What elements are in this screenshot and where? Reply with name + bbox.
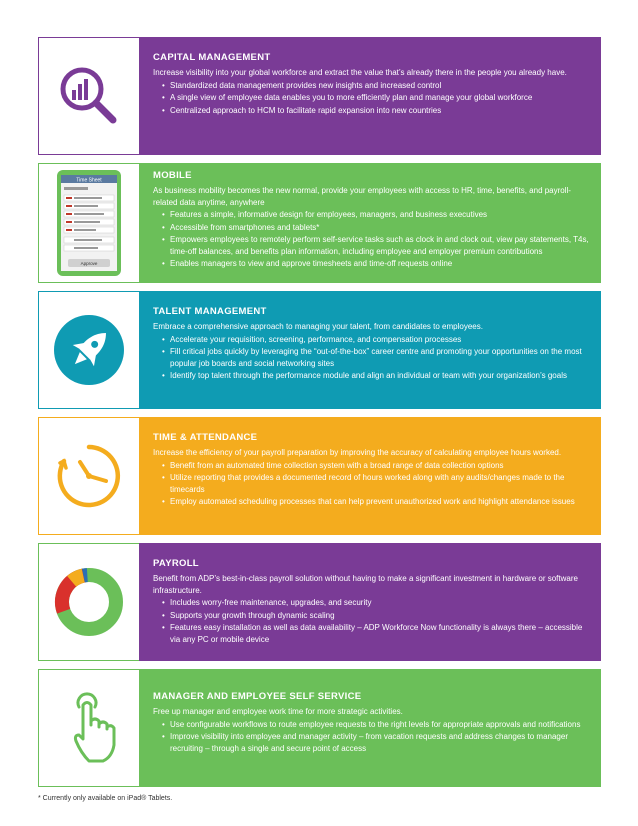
section-title: TALENT MANAGEMENT	[153, 306, 267, 317]
phone-header: Time Sheet	[76, 177, 102, 184]
bullet-item: • Supports your growth through dynamic scaling	[162, 610, 591, 622]
mobile-screenshot-icon	[56, 169, 122, 277]
bullet-item: • Accelerate your requisition, screening, performance, and compensation processes	[162, 334, 591, 346]
section-description: Increase the efficiency of your payroll preparation by improving the accuracy of calculating employee hours worked.	[153, 448, 562, 457]
text-panel	[139, 669, 601, 787]
bullet-list	[153, 597, 591, 645]
section-title: CAPITAL MANAGEMENT	[153, 52, 271, 63]
donut-chart-icon	[53, 566, 125, 638]
section-description: Benefit from ADP’s best-in-class payroll solution without having to make a significant investment in hardware or software infrastructure.	[153, 574, 578, 595]
section-description: Increase visibility into your global workforce and extract the value that’s already there in the people you already have.	[153, 68, 567, 77]
bullet-list	[153, 209, 591, 270]
magnifier-chart-icon	[58, 65, 120, 127]
section-title: MANAGER AND EMPLOYEE SELF SERVICE	[153, 691, 362, 702]
section-description: Embrace a comprehensive approach to managing your talent, from candidates to employees.	[153, 322, 483, 331]
bullet-item: • A single view of employee data enables you to more efficiently plan and manage your global workforce	[162, 92, 591, 104]
icon-panel	[38, 669, 139, 787]
bullet-list	[153, 719, 591, 755]
section-talent-management	[38, 291, 601, 409]
bullet-item: • Benefit from an automated time collection system with a broad range of data collection options	[162, 460, 591, 472]
rocket-icon	[53, 314, 125, 386]
bullet-item: • Empowers employees to remotely perform self-service tasks such as clock in and clock out, view pay statements, T4s, time-off balances, and benefits plan information, including employee and employer premium contributions	[162, 234, 591, 257]
text-panel	[139, 543, 601, 661]
footnote: * Currently only available on iPad® Tablets.	[38, 795, 173, 802]
icon-panel	[38, 291, 139, 409]
bullet-list	[153, 80, 591, 117]
clock-icon	[54, 441, 124, 511]
section-description: As business mobility becomes the new normal, provide your employees with access to HR, time, benefits, and payroll-related data anytime, anywhere	[153, 186, 571, 207]
text-panel	[139, 163, 601, 283]
bullet-item: • Employ automated scheduling processes that can help prevent unauthorized work and highlight attendance issues	[162, 496, 591, 508]
bullet-item: • Centralized approach to HCM to facilitate rapid expansion into new countries	[162, 105, 591, 117]
phone-approve-button: Approve	[80, 261, 98, 266]
bullet-list	[153, 460, 591, 508]
bullet-item: • Features a simple, informative design for employees, managers, and business executives	[162, 209, 591, 221]
icon-panel	[38, 543, 139, 661]
icon-panel	[38, 417, 139, 535]
bullet-list	[153, 334, 591, 382]
section-self-service	[38, 669, 601, 787]
bullet-item: • Use configurable workflows to route employee requests to the right levels for appropriate approvals and notifications	[162, 719, 591, 731]
bullet-item: • Features easy installation as well as data availability – ADP Workforce Now functionality is always there – accessible via any PC or mobile device	[162, 622, 591, 645]
section-time-attendance	[38, 417, 601, 535]
icon-panel	[38, 163, 139, 283]
icon-panel	[38, 37, 139, 155]
bullet-item: • Utilize reporting that provides a documented record of hours worked along with any audits/changes made to the timecards	[162, 472, 591, 495]
bullet-item: • Accessible from smartphones and tablets*	[162, 222, 591, 234]
touch-hand-icon	[59, 691, 119, 765]
section-payroll	[38, 543, 601, 661]
bullet-item: • Fill critical jobs quickly by leveraging the “out-of-the-box” career centre and promoting your opportunities on the most popular job boards and social networking sites	[162, 346, 591, 369]
section-capital-management	[38, 37, 601, 155]
text-panel	[139, 291, 601, 409]
section-title: MOBILE	[153, 170, 192, 181]
bullet-item: • Standardized data management provides new insights and increased control	[162, 80, 591, 92]
text-panel	[139, 37, 601, 155]
section-title: TIME & ATTENDANCE	[153, 432, 258, 443]
bullet-item: • Enables managers to view and approve timesheets and time-off requests online	[162, 258, 591, 270]
section-title: PAYROLL	[153, 558, 199, 569]
bullet-item: • Includes worry-free maintenance, upgrades, and security	[162, 597, 591, 609]
text-panel	[139, 417, 601, 535]
section-mobile	[38, 163, 601, 283]
section-description: Free up manager and employee work time for more strategic activities.	[153, 707, 403, 716]
bullet-item: • Identify top talent through the performance module and align an individual or team with your organization’s goals	[162, 370, 591, 382]
bullet-item: • Improve visibility into employee and manager activity – from vacation requests and address changes to manager recruiting – through a single and secure point of access	[162, 731, 591, 754]
